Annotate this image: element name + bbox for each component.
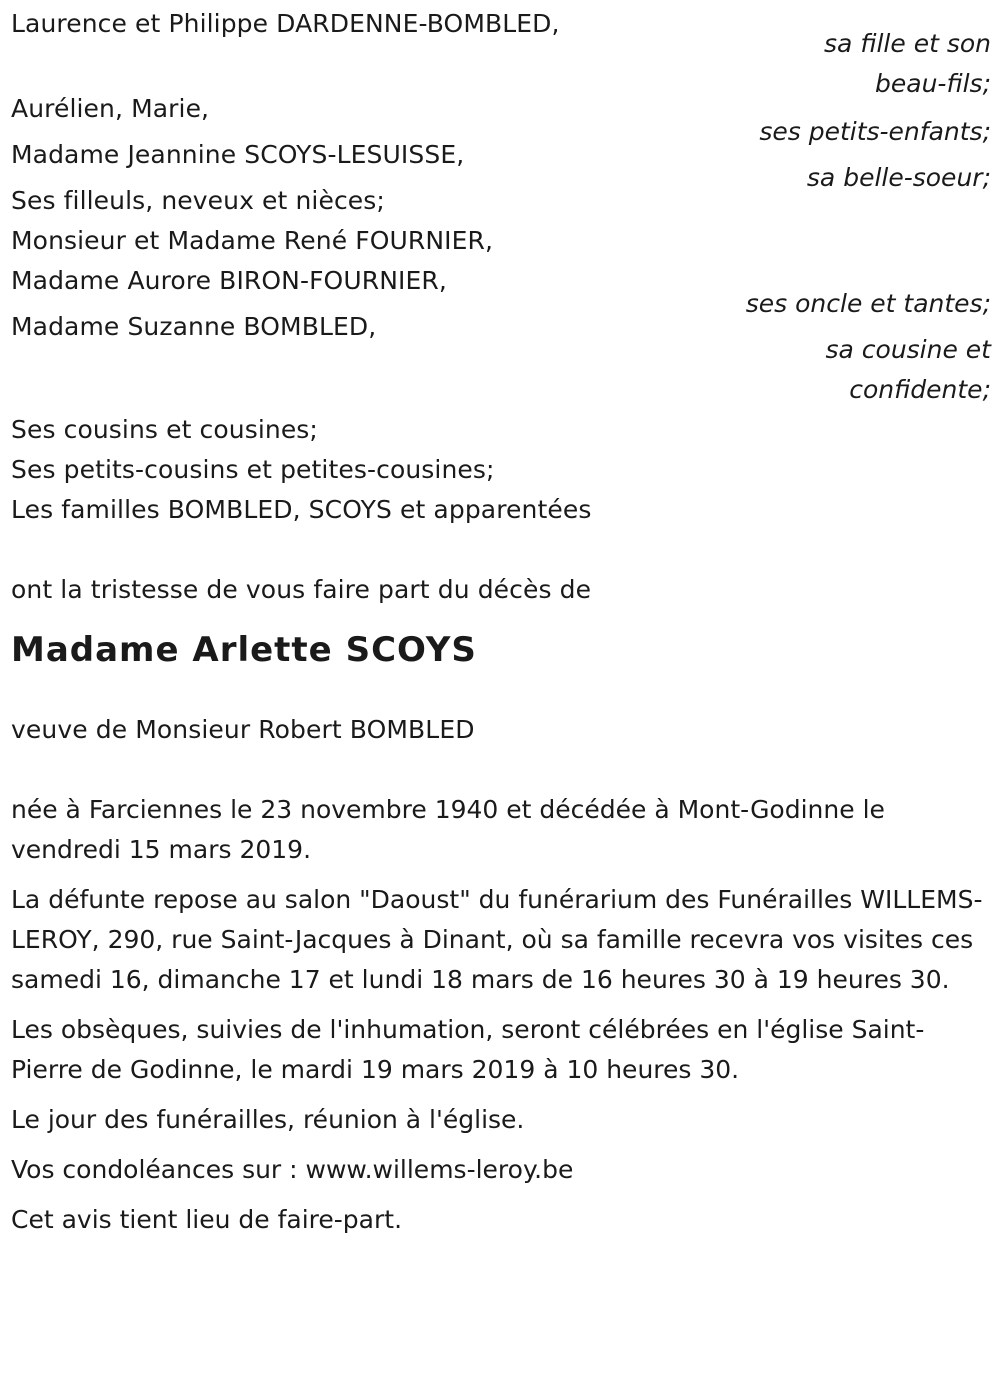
others-line: Ses cousins et cousines; bbox=[11, 415, 318, 444]
family-name-line: Madame Aurore BIRON-FOURNIER, bbox=[11, 266, 447, 295]
family-name-line: Ses filleuls, neveux et nièces; bbox=[11, 186, 385, 215]
family-name-line: Madame Suzanne BOMBLED, bbox=[11, 312, 377, 341]
announcement-line: ont la tristesse de vous faire part du décès de bbox=[11, 575, 592, 604]
meeting-paragraph: Le jour des funérailles, réunion à l'église. bbox=[11, 1105, 525, 1134]
birth-death-paragraph: née à Farciennes le 23 novembre 1940 et décédée à Mont-Godinne le vendredi 15 mars 2019. bbox=[11, 795, 885, 864]
family-name-line: Aurélien, Marie, bbox=[11, 94, 210, 123]
family-relation: sa fille et son bbox=[824, 29, 991, 58]
family-relation: sa cousine et bbox=[825, 335, 991, 364]
family-relation: confidente; bbox=[849, 375, 991, 404]
family-relation: sa belle-soeur; bbox=[806, 163, 991, 192]
obituary-notice bbox=[11, 4, 991, 1240]
family-relation: ses petits-enfants; bbox=[759, 117, 991, 146]
family-name-line: Monsieur et Madame René FOURNIER, bbox=[11, 226, 494, 255]
notice-paragraph: Cet avis tient lieu de faire-part. bbox=[11, 1205, 403, 1234]
widow-of-line: veuve de Monsieur Robert BOMBLED bbox=[11, 715, 475, 744]
deceased-name: Madame Arlette SCOYS bbox=[11, 630, 477, 670]
family-name-line: Madame Jeannine SCOYS-LESUISSE, bbox=[11, 140, 465, 169]
family-name-line: Laurence et Philippe DARDENNE-BOMBLED, bbox=[11, 9, 560, 38]
visitation-paragraph: La défunte repose au salon "Daoust" du funérarium des Funérailles WILLEMS-LEROY, 290, rue Saint-Jacques à Dinant, où sa famille recevra vos visites ces samedi 16, dimanche 17 et lundi 18 mars de 16 heures 30 à 19 heures 30. bbox=[11, 885, 983, 994]
family-relation: beau-fils; bbox=[875, 69, 991, 98]
others-line: Les familles BOMBLED, SCOYS et apparentées bbox=[11, 495, 592, 524]
funeral-paragraph: Les obsèques, suivies de l'inhumation, seront célébrées en l'église Saint-Pierre de Godinne, le mardi 19 mars 2019 à 10 heures 30. bbox=[11, 1015, 925, 1084]
family-relation: ses oncle et tantes; bbox=[745, 289, 991, 318]
condolences-paragraph: Vos condoléances sur : www.willems-leroy.be bbox=[11, 1155, 574, 1184]
others-line: Ses petits-cousins et petites-cousines; bbox=[11, 455, 495, 484]
